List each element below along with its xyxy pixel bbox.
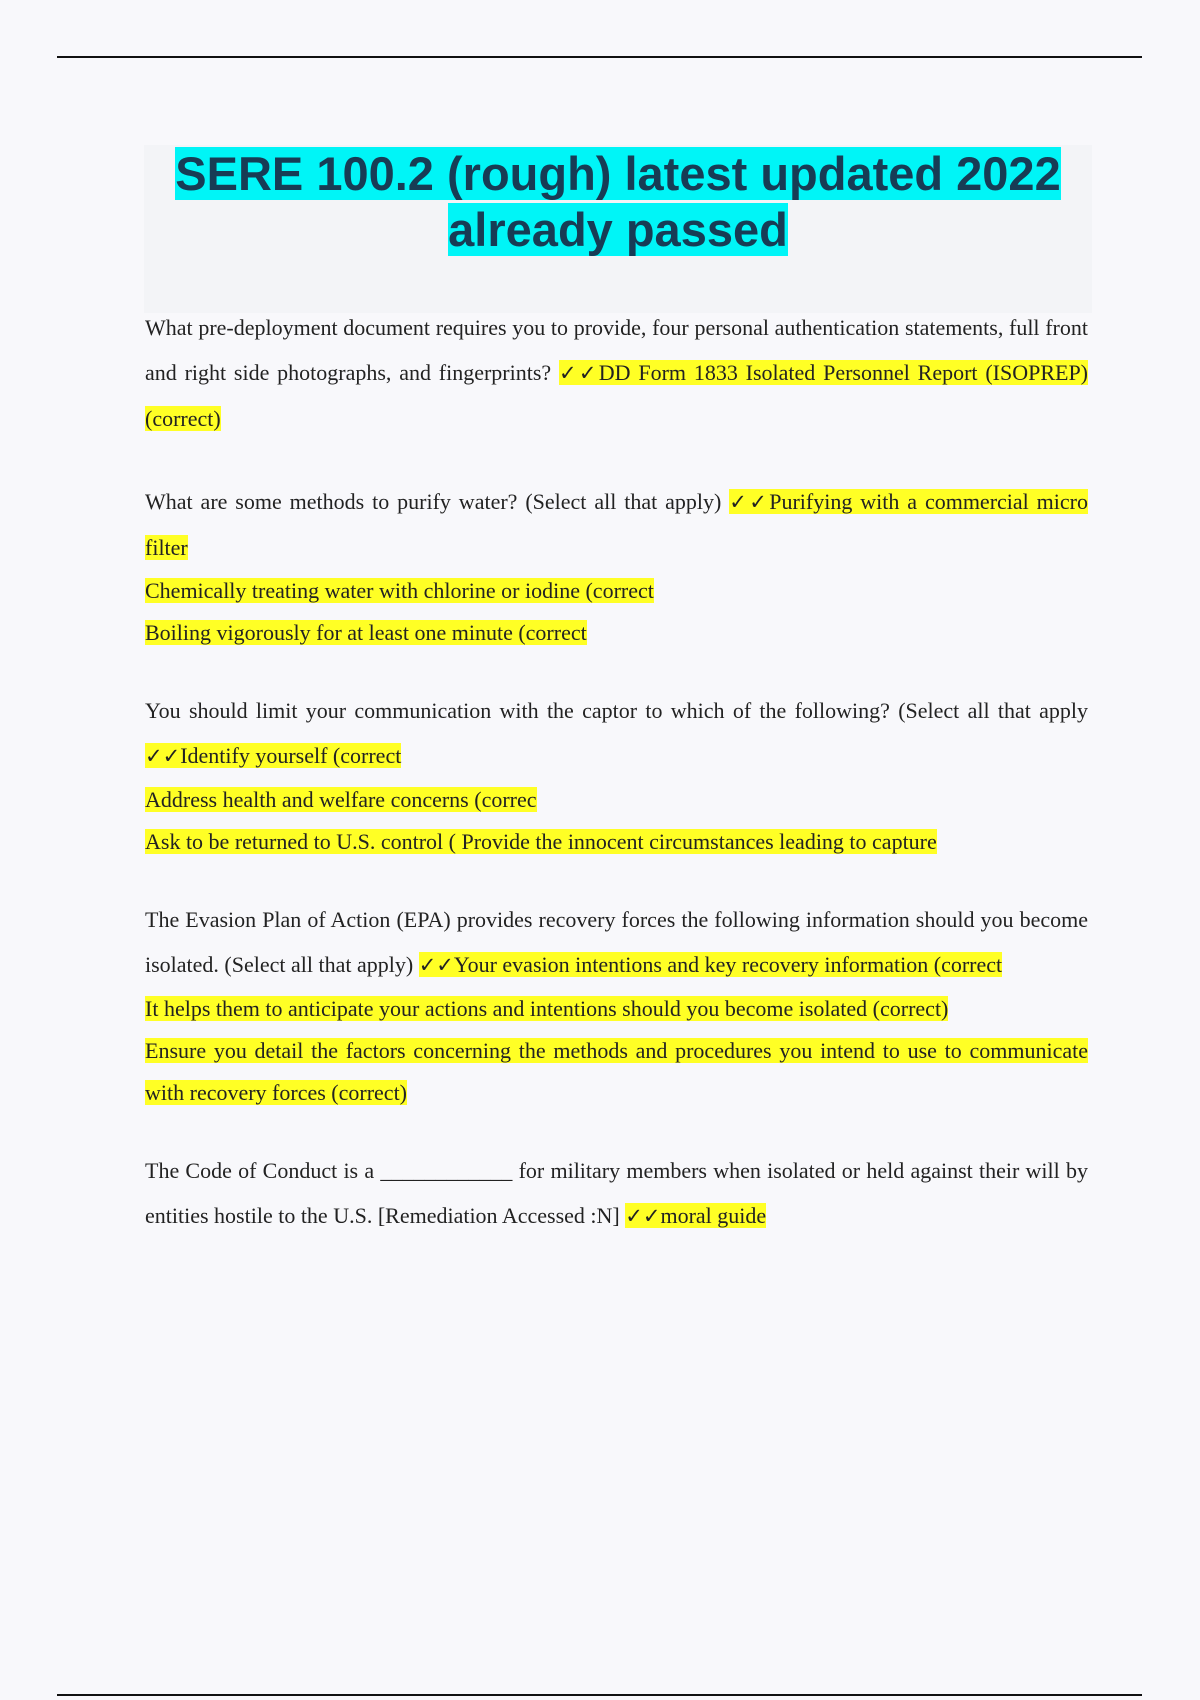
checkmark-icon: ✓✓ [729,490,770,514]
answer-highlight [419,952,1002,977]
answer-line: Address health and welfare concerns (correc [145,787,537,812]
question-1 [145,305,1088,441]
document-body [145,305,1088,1239]
checkmark-icon: ✓✓ [145,744,181,768]
answer-line: It helps them to anticipate your actions and intentions should you become isolated (correct) [145,996,949,1021]
answer-text: DD Form 1833 Isolated Personnel Report (ISOPREP) (correct) [145,360,1089,431]
qa-item-2 [145,479,1088,654]
qa-item-5 [145,1148,1088,1239]
top-rule [57,56,1142,58]
question-2 [145,479,1088,570]
title-line-2: already passed [448,203,788,256]
answer-text: Purifying with a commercial micro filter [145,489,1088,560]
answer-line: Ensure you detail the factors concerning the methods and procedures you intend to use to communicate with recovery forces (correct) [145,1038,1088,1105]
answer-text: moral guide [660,1203,767,1228]
answer-highlight [625,1203,766,1228]
checkmark-icon: ✓✓ [418,953,454,977]
qa-item-3 [145,688,1088,863]
qa-item-4 [145,897,1088,1114]
question-4 [145,897,1088,988]
question-text: What are some methods to purify water? (Select all that apply) [145,489,722,514]
question-text: The Code of Conduct is a ____________ for military members when isolated or held against their will by entities hostile to the U.S. [Remediation Accessed :N] [145,1158,1088,1228]
title-line-1: SERE 100.2 (rough) latest updated 2022 [175,147,1061,200]
document-title [144,146,1092,258]
answer-line: Boiling vigorously for at least one minute (correct [145,620,587,645]
question-5 [145,1148,1088,1239]
answer-text: Your evasion intentions and key recovery information (correct [453,952,1003,977]
question-text: The Evasion Plan of Action (EPA) provides recovery forces the following information should you become isolated. (Select all that apply) [145,907,1088,977]
question-text: You should limit your communication with the captor to which of the following? (Select all that apply [145,698,1088,723]
checkmark-icon: ✓✓ [625,1204,661,1228]
qa-item-1 [145,305,1088,441]
question-3 [145,688,1088,779]
question-text: What pre-deployment document requires you to provide, four personal authentication statements, full front and right side photographs, and fingerprints? [145,315,1088,385]
bottom-rule [57,1694,1142,1696]
answer-highlight [145,743,401,768]
checkmark-icon: ✓✓ [559,361,599,385]
answer-text: Identify yourself (correct [180,743,402,768]
answer-line: Ask to be returned to U.S. control ( Provide the innocent circumstances leading to capture [145,829,937,854]
answer-line: Chemically treating water with chlorine or iodine (correct [145,578,654,603]
